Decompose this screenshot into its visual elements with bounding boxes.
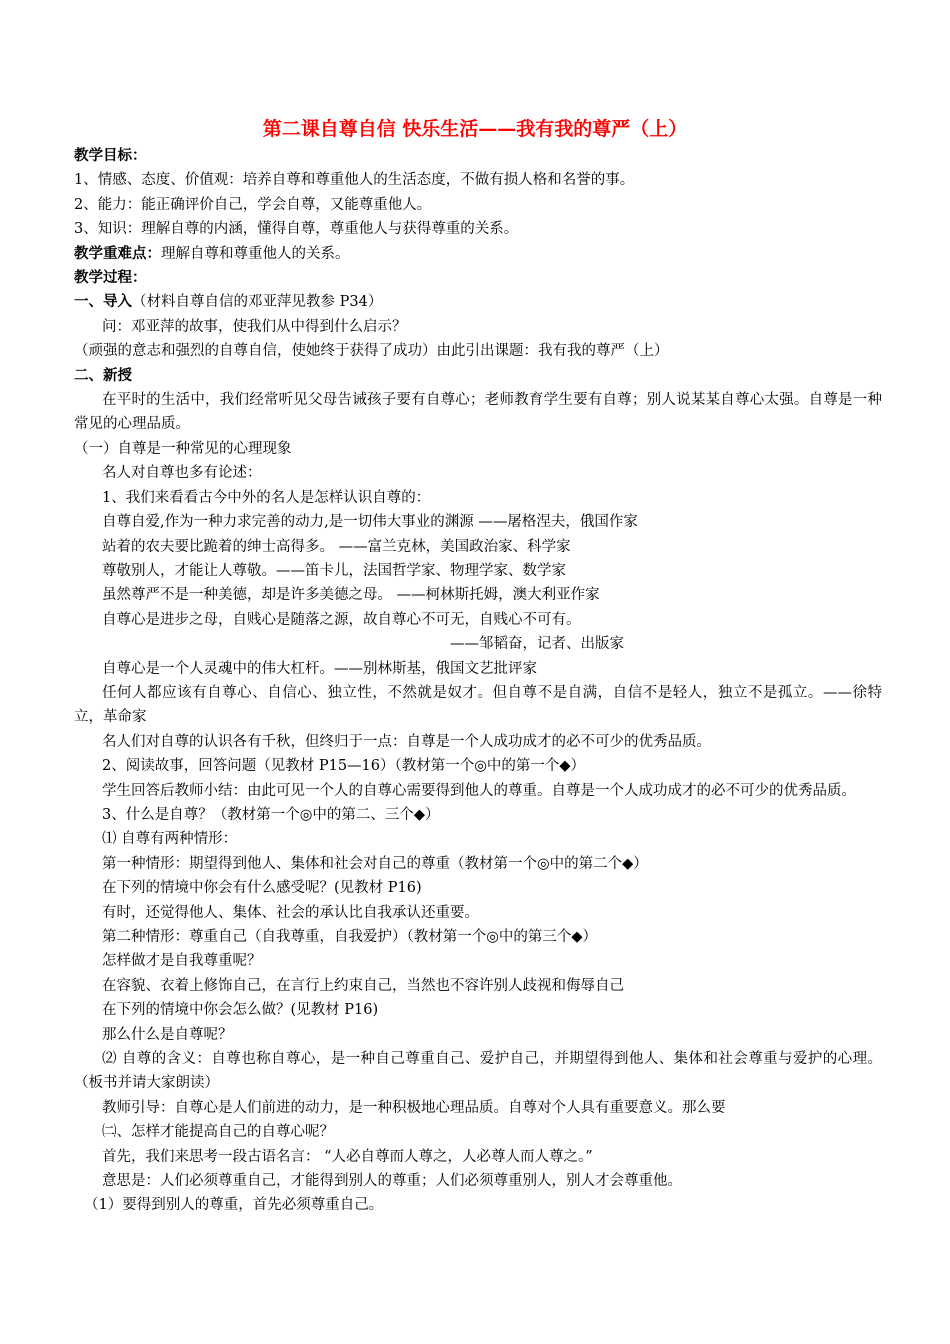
goal-item: 2、能力：能正确评价自己，学会自尊，又能尊重他人。	[74, 196, 432, 213]
page-title: 第二课自尊自信 快乐生活——我有我的尊严（上）	[262, 118, 688, 140]
section-heading: 二、新授	[74, 366, 132, 384]
paragraph: 首先，我们来思考一段古语名言： “人必自尊而人尊之，人必尊人而人尊之。”	[102, 1148, 593, 1165]
key-points-label: 教学重难点：	[74, 244, 161, 262]
process-heading: 教学过程：	[74, 269, 147, 287]
goal-item: 3、知识：理解自尊的内涵，懂得自尊，尊重他人与获得尊重的关系。	[74, 221, 519, 238]
quote-line: 虽然尊严不是一种美德，却是许多美德之母。 ——柯林斯托姆，澳大利亚作家	[102, 587, 600, 604]
quote-line: 站着的农夫要比跪着的绅士高得多。 ——富兰克林，美国政治家、科学家	[102, 538, 571, 555]
document-body	[74, 144, 882, 1218]
paragraph: ㈡、怎样才能提高自己的自尊心呢？	[102, 1124, 334, 1141]
paragraph: ⑴ 自尊有两种情形：	[102, 831, 238, 848]
intro-text: （材料自尊自信的邓亚萍见教参 P34）	[132, 294, 383, 311]
goal-item: 1、情感、态度、价值观：培养自尊和尊重他人的生活态度，不做有损人格和名誉的事。	[74, 172, 635, 189]
paragraph: 问：邓亚萍的故事，使我们从中得到什么启示？	[102, 318, 407, 335]
quote-line: 自尊心是进步之母，自贱心是随落之源，故自尊心不可无，自贱心不可有。	[102, 611, 581, 628]
paragraph: 在下列的情境中你会怎么做？(见教材 P16)	[102, 1002, 379, 1019]
key-points-text: 理解自尊和尊重他人的关系。	[161, 245, 350, 262]
paragraph: 在平时的生活中，我们经常听见父母告诫孩子要有自尊心；老师教育学生要有自尊；别人说某某自尊心太强。自尊是一种常见的心理品质。	[74, 392, 882, 433]
paragraph: 怎样做才是自我尊重呢？	[102, 953, 262, 970]
paragraph: 在容貌、衣着上修饰自己，在言行上约束自己，当然也不容许别人歧视和侮辱自己	[102, 977, 624, 994]
paragraph: 教师引导：自尊心是人们前进的动力，是一种积极地心理品质。自尊对个人具有重要意义。那么要	[102, 1099, 726, 1116]
paragraph: 意思是：人们必须尊重自己，才能得到别人的尊重；人们必须尊重别人，别人才会尊重他。	[102, 1173, 682, 1190]
key-points-line	[74, 242, 882, 266]
paragraph: 第二种情形：尊重自己（自我尊重，自我爱护）（教材第一个◎中的第三个◆）	[102, 929, 598, 945]
paragraph: 学生回答后教师小结：由此可见一个人的自尊心需要得到他人的尊重。自尊是一个人成功成才的必不可少的优秀品质。	[102, 782, 856, 799]
paragraph: ⑵ 自尊的含义：自尊也称自尊心，是一种自己尊重自己、爱护自己，并期望得到他人、集体和社会尊重与爱护的心理。（板书并请大家朗读）	[74, 1051, 882, 1092]
goals-heading: 教学目标：	[74, 147, 147, 164]
paragraph: 3、什么是自尊？（教材第一个◎中的第二、三个◆）	[102, 806, 440, 823]
paragraph: （顽强的意志和强烈的自尊自信，使她终于获得了成功）由此引出课题：我有我的尊严（上）	[74, 343, 669, 360]
subsection-heading: （一）自尊是一种常见的心理现象	[74, 440, 292, 457]
paragraph: 在下列的情境中你会有什么感受呢？(见教材 P16)	[102, 880, 422, 897]
paragraph: 有时，还觉得他人、集体、社会的承认比自我承认还重要。	[102, 904, 479, 921]
paragraph: 那么什么是自尊呢？	[102, 1026, 233, 1043]
quote-line: 尊敬别人，才能让人尊敬。——笛卡儿，法国哲学家、物理学家、数学家	[102, 562, 566, 579]
quote-line: 自尊自爱,作为一种力求完善的动力,是一切伟大事业的渊源 ——屠格涅夫，俄国作家	[102, 514, 638, 531]
paragraph: 1、我们来看看古今中外的名人是怎样认识自尊的：	[102, 489, 431, 506]
quote-attribution: ——邹韬奋，记者、出版家	[450, 636, 624, 653]
quote-line: 自尊心是一个人灵魂中的伟大杠杆。——别林斯基，俄国文艺批评家	[102, 660, 537, 677]
paragraph: 名人对自尊也多有论述：	[102, 465, 262, 482]
quote-line: 任何人都应该有自尊心、自信心、独立性，不然就是奴才。但自尊不是自满，自信不是轻人，独立不是孤立。——徐特立，革命家	[74, 684, 882, 726]
paragraph: 第一种情形：期望得到他人、集体和社会对自己的尊重（教材第一个◎中的第二个◆）	[102, 855, 648, 872]
paragraph: 2、阅读故事，回答问题（见教材 P15—16）（教材第一个◎中的第一个◆）	[102, 758, 586, 775]
paragraph: 名人们对自尊的认识各有千秋，但终归于一点：自尊是一个人成功成才的必不可少的优秀品质。	[102, 733, 711, 750]
paragraph: （1）要得到别人的尊重，首先必须尊重自己。	[84, 1197, 384, 1214]
intro-label: 一、导入	[74, 293, 132, 311]
intro-line	[74, 290, 882, 314]
